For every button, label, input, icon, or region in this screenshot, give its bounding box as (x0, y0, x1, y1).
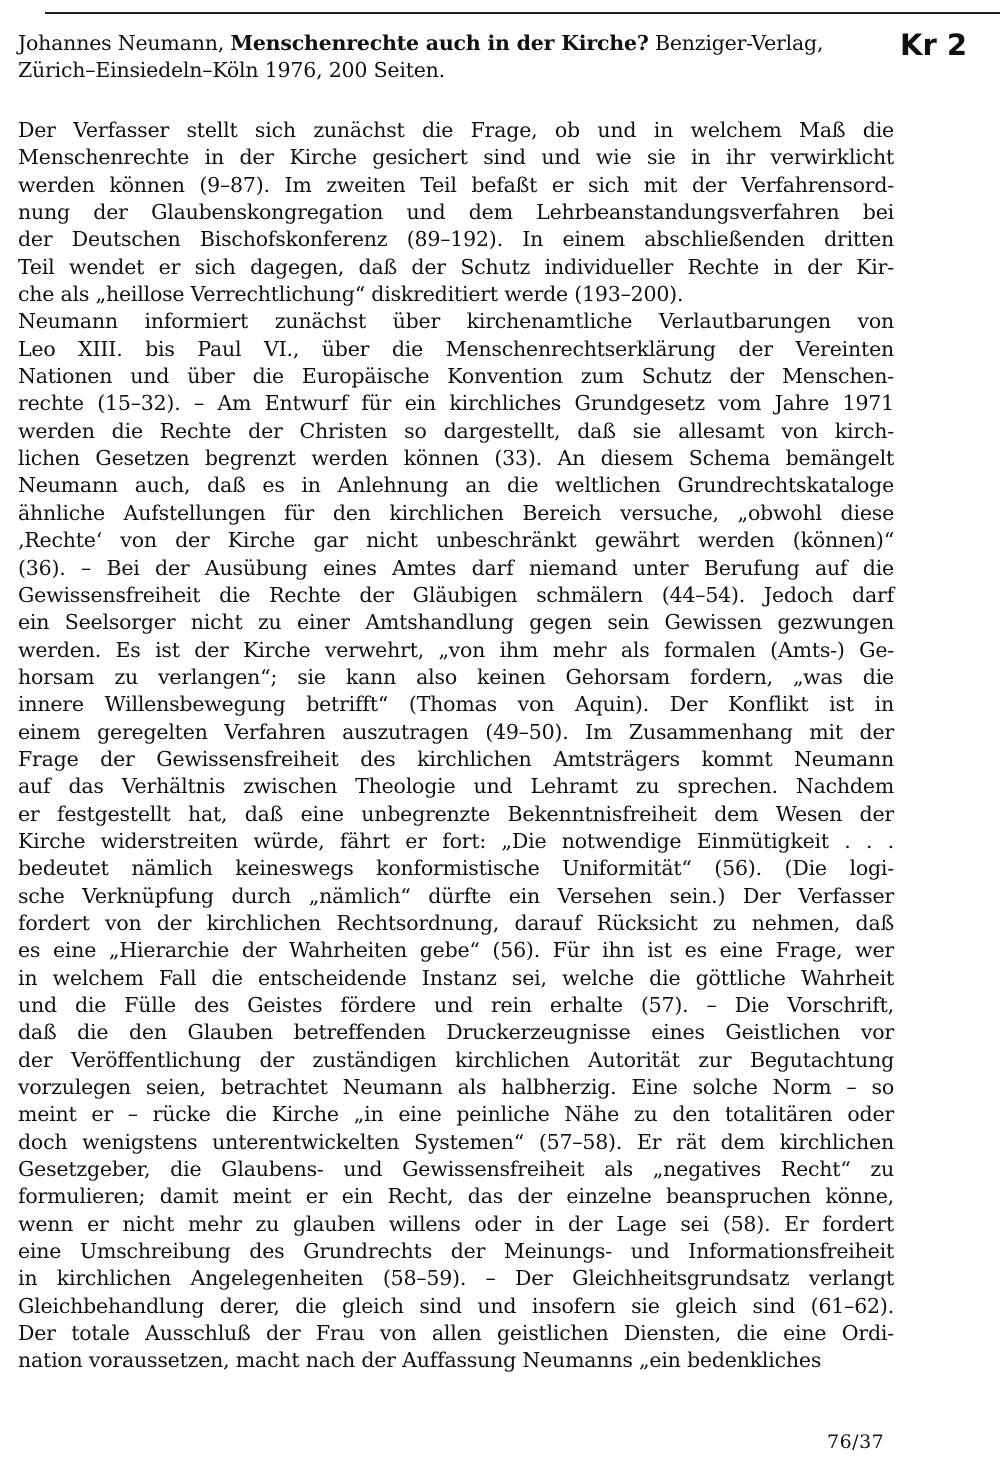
classification-tag: Kr 2 (900, 28, 968, 62)
text-line: Der Verfasser stellt sich zunächst die Frage, ob und in welchem Maß die (18, 118, 894, 142)
text-line: auf das Verhältnis zwischen Theologie und Lehramt zu sprechen. Nachdem (18, 774, 894, 799)
text-line: der Deutschen Bischofskonferenz (89–192). In einem abschließenden dritten (18, 227, 894, 252)
text-line: nation voraussetzen, macht nach der Auffassung Neumanns „ein bedenkliches (18, 1348, 822, 1373)
page-number: 76/37 (827, 1431, 885, 1453)
text-line: vorzulegen seien, betrachtet Neumann als halbherzig. Eine solche Norm – so (18, 1075, 894, 1100)
text-line: Der totale Ausschluß der Frau von allen geistlichen Diensten, die eine Ordi- (18, 1321, 894, 1346)
text-line: che als „heillose Verrechtlichung“ diskreditiert werde (193–200). (18, 282, 684, 307)
text-line: rechte (15–32). – Am Entwurf für ein kirchliches Grundgesetz vom Jahre 1971 (18, 391, 894, 416)
text-line: ‚Rechte‘ von der Kirche gar nicht unbeschränkt gewährt werden (können)“ (18, 528, 894, 553)
text-line: werden können (9–87). Im zweiten Teil befaßt er sich mit der Verfahrensord- (18, 172, 894, 197)
header-author: Johannes Neumann, (18, 31, 225, 55)
text-line: ein Seelsorger nicht zu einer Amtshandlung gegen sein Gewissen gezwungen (18, 610, 894, 635)
text-line: in welchem Fall die entscheidende Instanz sei, welche die göttliche Wahrheit (18, 965, 894, 990)
text-line: lichen Gesetzen begrenzt werden können (33). An diesem Schema bemängelt (18, 446, 894, 471)
text-line: werden. Es ist der Kirche verwehrt, „von ihm mehr als formalen (Amts-) Ge- (18, 637, 894, 662)
text-line: eine Umschreibung des Grundrechts der Meinungs- und Informationsfreiheit (18, 1239, 894, 1264)
text-line: fordert von der kirchlichen Rechtsordnung, darauf Rücksicht zu nehmen, daß (18, 910, 894, 935)
text-line: der Veröffentlichung der zuständigen kirchlichen Autorität zur Begutachtung (18, 1047, 894, 1072)
text-line: einem geregelten Verfahren auszutragen (49–50). Im Zusammenhang mit der (18, 719, 894, 744)
top-rule (45, 12, 1000, 14)
text-line: werden die Rechte der Christen so dargestellt, daß sie allesamt von kirch- (18, 418, 894, 443)
text-line: und die Fülle des Geistes fördere und rein erhalte (57). – Die Vorschrift, (18, 993, 894, 1017)
text-line: daß die den Glauben betreffenden Druckerzeugnisse eines Geistlichen vor (18, 1020, 894, 1045)
text-line: Gesetzgeber, die Glaubens- und Gewissensfreiheit als „negatives Recht“ zu (18, 1157, 894, 1182)
text-line: Nationen und über die Europäische Konvention zum Schutz der Menschen- (18, 364, 894, 389)
header-imprint: Zürich–Einsiedeln–Köln 1976, 200 Seiten. (18, 58, 445, 82)
review-body (18, 117, 894, 1375)
text-line: formulieren; damit meint er ein Recht, das der einzelne beanspruchen könne, (18, 1184, 894, 1209)
text-line: er festgestellt hat, daß eine unbegrenzte Bekenntnisfreiheit dem Wesen der (18, 801, 894, 826)
text-line: Frage der Gewissensfreiheit des kirchlichen Amtsträgers kommt Neumann (18, 746, 894, 771)
text-line: Menschenrechte in der Kirche gesichert sind und wie sie in ihr verwirklicht (18, 145, 894, 170)
text-line: Leo XIII. bis Paul VI., über die Menschenrechtserklärung der Vereinten (18, 336, 894, 361)
text-line: in kirchlichen Angelegenheiten (58–59). – Der Gleichheitsgrundsatz verlangt (18, 1266, 894, 1291)
text-line: es eine „Hierarchie der Wahrheiten gebe“ (56). Für ihn ist es eine Frage, wer (18, 938, 894, 963)
header-publisher: Benziger-Verlag, (654, 31, 824, 55)
text-line: innere Willensbewegung betrifft“ (Thomas von Aquin). Der Konflikt ist in (18, 692, 894, 717)
text-line: wenn er nicht mehr zu glauben willens oder in der Lage sei (58). Er fordert (18, 1211, 894, 1236)
header-book-title: Menschenrechte auch in der Kirche? (230, 31, 649, 55)
text-line: Neumann auch, daß es in Anlehnung an die weltlichen Grundrechtskataloge (18, 473, 894, 498)
text-line: sche Verknüpfung durch „nämlich“ dürfte ein Versehen sein.) Der Verfasser (18, 883, 894, 908)
text-line: nung der Glaubenskongregation und dem Lehrbeanstandungsverfahren bei (18, 200, 894, 225)
text-line: Gewissensfreiheit die Rechte der Gläubigen schmälern (44–54). Jedoch darf (18, 582, 894, 607)
text-line: Teil wendet er sich dagegen, daß der Schutz individueller Rechte in der Kir- (18, 254, 894, 279)
text-line: doch wenigstens unterentwickelten Systemen“ (57–58). Er rät dem kirchlichen (18, 1129, 894, 1154)
text-line: ähnliche Aufstellungen für den kirchlichen Bereich versuche, „obwohl diese (18, 500, 894, 525)
text-line: Kirche widerstreiten würde, fährt er fort: „Die notwendige Einmütigkeit . . . (18, 828, 894, 853)
text-line: (36). – Bei der Ausübung eines Amtes darf niemand unter Berufung auf die (18, 555, 894, 580)
text-line: meint er – rücke die Kirche „in eine peinliche Nähe zu den totalitären oder (18, 1102, 894, 1127)
text-line: horsam zu verlangen“; sie kann also keinen Gehorsam fordern, „was die (18, 664, 894, 689)
text-line: Neumann informiert zunächst über kirchenamtliche Verlautbarungen von (18, 309, 894, 334)
text-line: bedeutet nämlich keineswegs konformistische Uniformität“ (56). (Die logi- (18, 856, 894, 881)
text-line: Gleichbehandlung derer, die gleich sind und insofern sie gleich sind (61–62). (18, 1293, 894, 1318)
bibliographic-header (18, 30, 898, 84)
